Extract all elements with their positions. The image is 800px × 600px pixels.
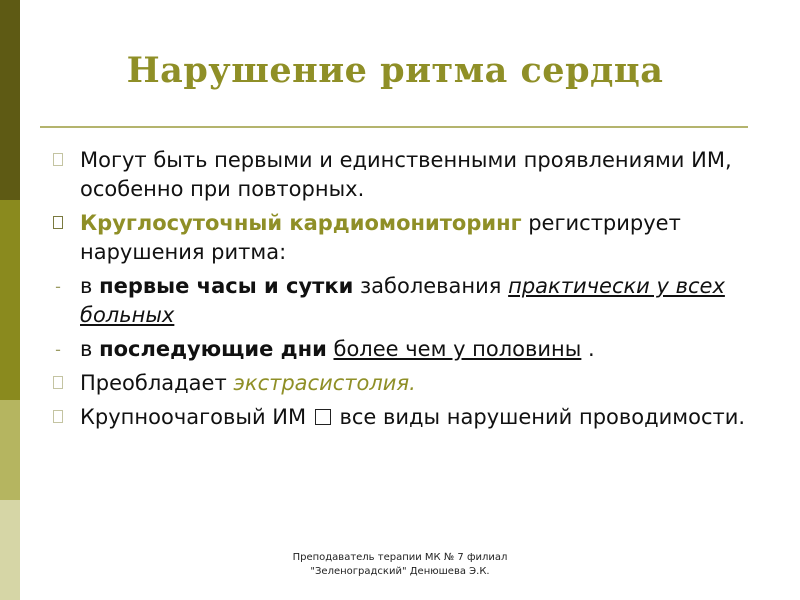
bullet-emphasis: экстрасистолия.	[233, 371, 416, 395]
bullet-text: Крупноочаговый ИМ	[80, 405, 307, 429]
strip-segment-pale	[0, 500, 20, 600]
slide-title: Нарушение ритма сердца	[126, 50, 664, 91]
strip-segment-light	[0, 400, 20, 500]
arrow-placeholder-icon	[315, 409, 331, 425]
square-bullet-icon	[50, 369, 66, 400]
dash-bullet-icon: -	[55, 277, 61, 296]
bullet-underlined: более чем у половины	[333, 337, 582, 361]
dash-bullet-icon: -	[55, 340, 61, 359]
bullet-text: заболевания	[353, 274, 509, 298]
sub-bullet-item	[50, 335, 750, 364]
square-bullet-icon	[50, 209, 66, 240]
footer-line: "Зеленоградский" Денюшева Э.К.	[310, 566, 490, 577]
bullet-text: в	[80, 274, 100, 298]
slide-footer	[220, 551, 580, 579]
bullet-text: все виды нарушений проводимости.	[332, 405, 746, 429]
bullet-bold: первые часы и сутки	[99, 274, 354, 298]
bullet-item	[50, 146, 750, 204]
bullet-list	[50, 146, 750, 437]
bullet-text: регистрирует нарушения ритма:	[80, 211, 681, 264]
bullet-text: в	[80, 337, 100, 361]
bullet-bold: последующие дни	[99, 337, 327, 361]
bullet-underlined: практически у всех больных	[80, 274, 725, 327]
bullet-text: Преобладает	[80, 371, 234, 395]
bullet-item	[50, 369, 750, 398]
bullet-text: .	[581, 337, 595, 361]
bullet-emphasis: Круглосуточный кардиомониторинг	[80, 211, 522, 235]
strip-segment-olive	[0, 200, 20, 400]
bullet-item	[50, 209, 750, 267]
square-bullet-icon	[50, 403, 66, 434]
square-bullet-icon	[50, 146, 66, 177]
sub-bullet-item	[50, 272, 750, 330]
strip-segment-dark	[0, 0, 20, 200]
footer-line: Преподаватель терапии МК № 7 филиал	[292, 552, 508, 563]
title-divider	[40, 126, 748, 128]
bullet-text: Могут быть первыми и единственными проявлениями ИМ, особенно при повторных.	[80, 148, 732, 201]
bullet-text	[327, 337, 334, 361]
bullet-item	[50, 403, 750, 432]
side-color-strip	[0, 0, 20, 600]
